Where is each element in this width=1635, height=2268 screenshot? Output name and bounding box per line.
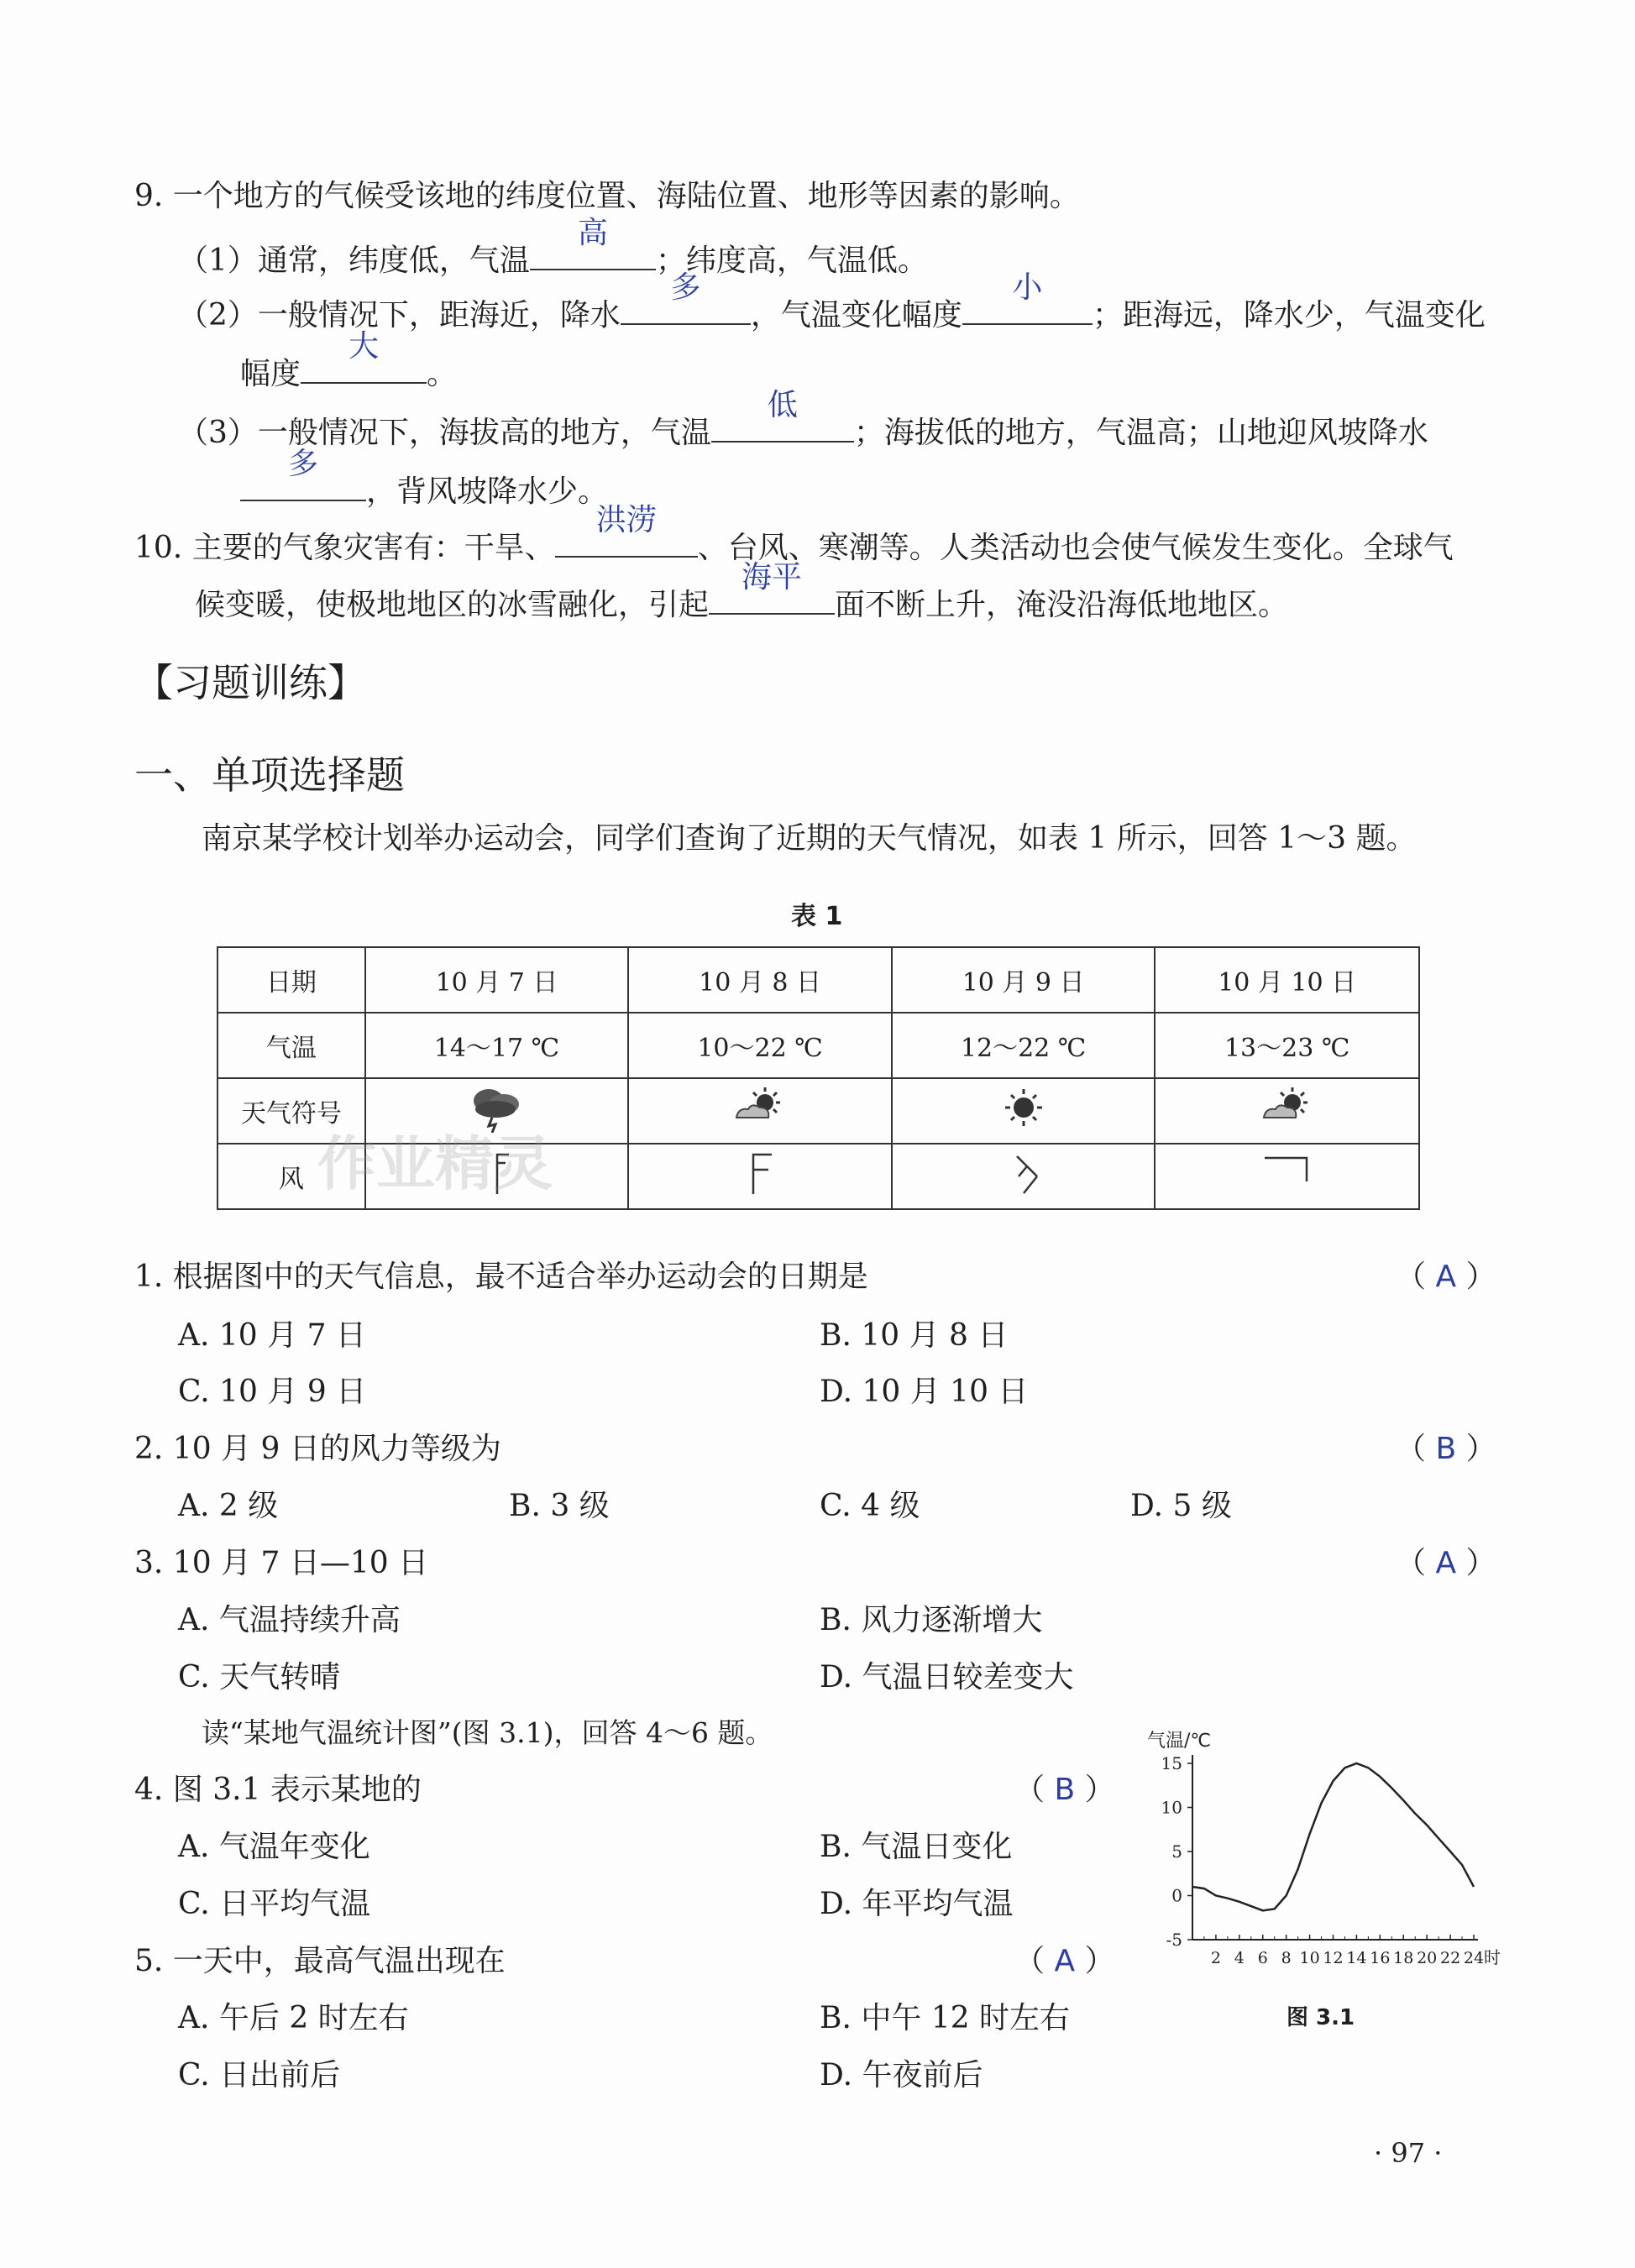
question-5-option-d[interactable]: D. 午夜前后 xyxy=(820,2058,983,2093)
table-cell: 天气符号 xyxy=(217,1078,365,1144)
table-cell: 风 xyxy=(217,1144,365,1209)
q9-blank-5: 低 xyxy=(711,407,854,443)
chart-y-tick-label: -5 xyxy=(1166,1930,1182,1950)
question-1-stem: 1. 根据图中的天气信息，最不适合举办运动会的日期是 xyxy=(134,1260,868,1294)
question-1-option-a[interactable]: A. 10 月 7 日 xyxy=(178,1318,366,1353)
q10-blank-1: 洪涝 xyxy=(555,522,698,558)
chart-x-tick-label: 16 xyxy=(1370,1949,1391,1967)
question-1-option-c[interactable]: C. 10 月 9 日 xyxy=(178,1375,367,1409)
page-number: · 97 · xyxy=(1374,2137,1443,2169)
q9-part1: （1）通常，纬度低，气温 高 ；纬度高，气温低。 xyxy=(178,216,928,278)
q9-blank-1: 高 xyxy=(530,235,656,270)
question-2-option-d[interactable]: D. 5 级 xyxy=(1130,1489,1232,1523)
question-5-option-c[interactable]: C. 日出前后 xyxy=(178,2058,341,2093)
question-5-stem: 5. 一天中，最高气温出现在 xyxy=(134,1944,506,1978)
table-cell: 13～23 ℃ xyxy=(1155,1013,1419,1078)
chart-x-tick-label: 20 xyxy=(1417,1949,1438,1967)
question-4-stem: 4. 图 3.1 表示某地的 xyxy=(134,1773,422,1807)
question-2-answer: （ B ） xyxy=(1396,1432,1496,1466)
chart-x-tick-label: 4 xyxy=(1234,1949,1245,1967)
partly-cloudy-icon xyxy=(726,1082,794,1133)
table-cell: 10 月 8 日 xyxy=(628,947,892,1013)
table-cell: 气温 xyxy=(217,1013,365,1078)
question-3-option-c[interactable]: C. 天气转晴 xyxy=(178,1660,341,1694)
question-1-answer: （ A ） xyxy=(1396,1260,1496,1294)
chart-x-tick-label: 24 xyxy=(1463,1949,1485,1967)
question-5-option-a[interactable]: A. 午后 2 时左右 xyxy=(178,2001,409,2035)
wind-symbol-icon xyxy=(998,1148,1049,1198)
heading-single-choice: 一、单项选择题 xyxy=(134,752,405,798)
chart-y-tick-label: 10 xyxy=(1161,1797,1182,1818)
chart-x-tick-label: 12 xyxy=(1323,1949,1344,1967)
question-3-stem: 3. 10 月 7 日—10 日 xyxy=(134,1546,429,1580)
table-row xyxy=(217,1013,1419,1078)
question-4-option-c[interactable]: C. 日平均气温 xyxy=(178,1887,371,1921)
table-cell: 日期 xyxy=(217,947,365,1013)
q9-blank-4: 大 xyxy=(301,348,427,384)
question-3-option-d[interactable]: D. 气温日较差变大 xyxy=(820,1660,1074,1694)
question-5-answer: （ A ） xyxy=(1014,1944,1115,1978)
chart-x-tick-label: 8 xyxy=(1281,1949,1292,1967)
table-cell xyxy=(628,1078,892,1144)
chart-x-tick-label: 18 xyxy=(1393,1949,1414,1967)
intro-text-1: 南京某学校计划举办运动会，同学们查询了近期的天气情况，如表 1 所示，回答 1～3 题。 xyxy=(202,821,1417,856)
question-3-option-a[interactable]: A. 气温持续升高 xyxy=(178,1603,401,1637)
q10-blank-2: 海平 xyxy=(709,579,835,615)
q9-blank-3: 小 xyxy=(962,290,1093,325)
chart-caption: 图 3.1 xyxy=(1287,2005,1355,2030)
chart-x-tick-label: 2 xyxy=(1210,1949,1221,1967)
question-2-option-b[interactable]: B. 3 级 xyxy=(509,1489,610,1523)
q9-part2-cont: 幅度 大 。 xyxy=(240,329,458,391)
table-caption: 表 1 xyxy=(791,902,843,931)
table-cell: 10～22 ℃ xyxy=(628,1013,892,1078)
chart-x-tick-label: 14 xyxy=(1346,1949,1367,1967)
q9-part3: （3）一般情况下，海拔高的地方，气温 低 ；海拔低的地方，气温高；山地迎风坡降水 xyxy=(178,388,1428,450)
table-cell: 14～17 ℃ xyxy=(365,1013,629,1078)
table-cell: 12～22 ℃ xyxy=(892,1013,1156,1078)
chart-x-tick-label: 10 xyxy=(1299,1949,1320,1967)
heading-training: 【习题训练】 xyxy=(134,660,366,705)
q9-blank-2: 多 xyxy=(621,290,751,325)
wind-symbol-icon xyxy=(735,1148,785,1198)
intro-text-2: 读“某地气温统计图”(图 3.1)，回答 4～6 题。 xyxy=(202,1716,773,1749)
question-3-option-b[interactable]: B. 风力逐渐增大 xyxy=(820,1603,1043,1637)
table-row xyxy=(217,947,1419,1013)
q9-part3-cont: 多 ，背风坡降水少。 xyxy=(240,466,608,512)
table-cell: 10 月 9 日 xyxy=(892,947,1156,1013)
temperature-chart xyxy=(1142,1721,1512,1990)
sunny-icon xyxy=(990,1082,1057,1133)
chart-series-line xyxy=(1192,1763,1474,1910)
question-2-option-c[interactable]: C. 4 级 xyxy=(820,1489,920,1523)
question-4-answer: （ B ） xyxy=(1014,1773,1115,1807)
question-4-option-d[interactable]: D. 年平均气温 xyxy=(820,1887,1014,1921)
watermark: 作业精灵 xyxy=(317,1129,553,1198)
table-cell xyxy=(1155,1078,1419,1144)
question-2-option-a[interactable]: A. 2 级 xyxy=(178,1489,279,1523)
q10-line2: 候变暖，使极地地区的冰雪融化，引起 海平 面不断上升，淹没沿海低地地区。 xyxy=(195,560,1289,622)
question-1-option-b[interactable]: B. 10 月 8 日 xyxy=(820,1318,1009,1353)
table-cell xyxy=(892,1144,1156,1209)
q9-part2: （2）一般情况下，距海近，降水 多 ，气温变化幅度 小 ；距海远，降水少，气温变化 xyxy=(178,270,1486,333)
table-cell xyxy=(1155,1144,1419,1209)
q10-line1: 10. 主要的气象灾害有：干旱、 洪涝 、台风、寒潮等。人类活动也会使气候发生变化。全球气 xyxy=(134,503,1454,565)
question-5-option-b[interactable]: B. 中午 12 时左右 xyxy=(820,2001,1071,2035)
chart-y-tick-label: 0 xyxy=(1171,1885,1182,1906)
question-1-option-d[interactable]: D. 10 月 10 日 xyxy=(820,1375,1029,1409)
partly-cloudy-icon xyxy=(1254,1082,1321,1133)
chart-ylabel: 气温/℃ xyxy=(1147,1731,1212,1752)
chart-y-tick-label: 5 xyxy=(1171,1841,1182,1862)
table-cell xyxy=(628,1144,892,1209)
chart-x-tick-label: 22 xyxy=(1439,1949,1461,1967)
chart-y-tick-label: 15 xyxy=(1161,1753,1182,1773)
table-cell: 10 月 7 日 xyxy=(365,947,629,1013)
q9-blank-6: 多 xyxy=(240,466,366,501)
question-2-stem: 2. 10 月 9 日的风力等级为 xyxy=(134,1432,501,1466)
chart-x-tick-label: 6 xyxy=(1257,1949,1268,1967)
table-cell: 10 月 10 日 xyxy=(1155,947,1419,1013)
question-3-answer: （ A ） xyxy=(1396,1546,1496,1580)
table-cell xyxy=(892,1078,1156,1144)
question-4-option-b[interactable]: B. 气温日变化 xyxy=(820,1830,1013,1864)
wind-symbol-icon xyxy=(1258,1148,1317,1198)
chart-xlabel: 时 xyxy=(1484,1947,1501,1967)
question-4-option-a[interactable]: A. 气温年变化 xyxy=(178,1830,370,1864)
q9-stem: 9. 一个地方的气候受该地的纬度位置、海陆位置、地形等因素的影响。 xyxy=(134,179,1080,213)
